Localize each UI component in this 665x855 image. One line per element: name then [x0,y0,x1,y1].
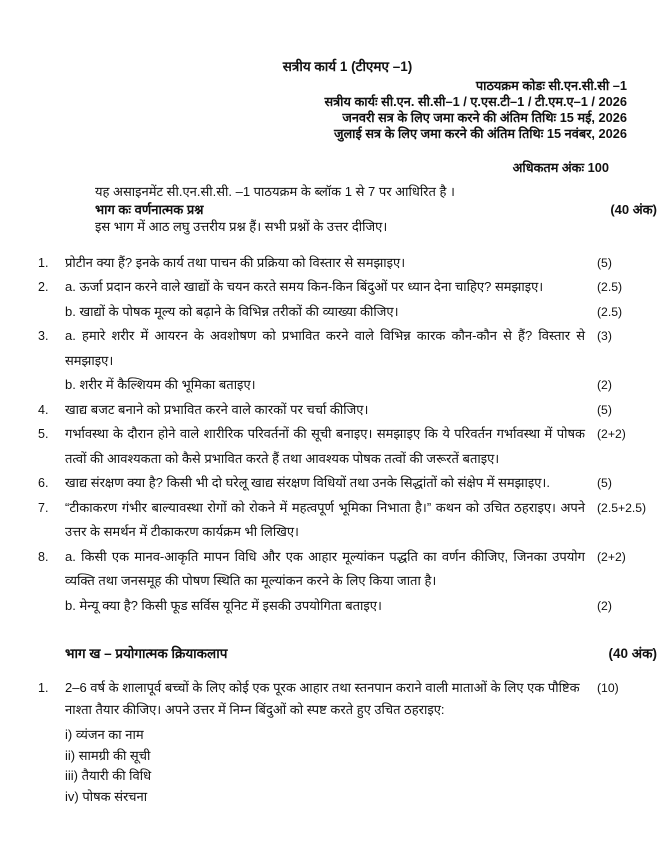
question-text: b. शरीर में कैल्शियम की भूमिका बताइए। [65,377,256,392]
question-part [65,471,657,496]
part-b-title: भाग ख – प्रयोगात्मक क्रियाकलाप [65,646,228,661]
question-text: गर्भावस्था के दौरान होने वाले शारीरिक परिवर्तनों की सूची बनाइए। समझाइए कि ये परिवर्तन गर्भावस्था में पोषक तत्वों की आवश्यकता को कैसे प्रभावित करते हैं तथा आवश्यक पोषक तत्वों की जरूरतें बताइए। [65,426,585,466]
question-number: 1. [38,681,49,695]
question-text: b. खाद्यों के पोषक मूल्य को बढ़ाने के विभिन्न तरीकों की व्याख्या कीजिए। [65,303,399,319]
question-part [65,251,657,276]
list-item: ii) सामग्री की सूची [65,747,151,763]
doc-header [38,58,657,176]
question-part [65,677,657,721]
question-number: 7. [38,500,49,515]
part-b-heading-row [65,644,657,662]
assignment-title: सत्रीय कार्य 1 (टीएमए –1) [282,59,413,74]
question-part [65,496,657,545]
question-part [65,545,657,594]
question-5 [38,422,657,471]
question-text: 2–6 वर्ष के शालापूर्व बच्चों के लिए कोई एक पूरक आहार तथा स्तनपान कराने वाली माताओं के लिए एक पौष्टिक नाश्ता तैयार कीजिए। अपने उत्तर में निम्न बिंदुओं को स्पष्ट करते हुए उचित ठहराइए: [65,680,580,717]
january-deadline-line: जनवरी सत्र के लिए जमा करने की अंतिम तिथिः 15 मई, 2026 [342,110,627,125]
question-marks: (2.5) [597,280,623,294]
part-b-question-1 [38,677,657,807]
header-right-block [38,78,627,142]
question-text: a. हमारे शरीर में आयरन के अवशोषण को प्रभावित करने वाले विभिन्न कारक कौन-कौन से हैं? विस्तार से समझाइए। [65,328,585,368]
question-marks: (3) [597,329,612,343]
question-7 [38,496,657,545]
question-marks: (5) [597,476,612,490]
question-marks: (2) [597,378,612,392]
intro-block [95,183,657,236]
question-marks: (2.5) [597,304,623,319]
max-marks: अधिकतम अंकः 100 [512,160,609,175]
question-part [65,373,657,398]
question-text: “टीकाकरण गंभीर बाल्यावस्था रोगों को रोकने में महत्वपूर्ण भूमिका निभाता है।” कथन को उचित ठहराइए। अपने उत्तर के समर्थन में टीकाकरण कार्यक्रम भी लिखिए। [65,499,585,539]
question-part [65,300,657,325]
question-number: 6. [38,476,49,490]
question-text: b. मेन्यू क्या है? किसी फूड सर्विस यूनिट में इसकी उपयोगिता बताइए। [65,597,382,613]
answer-points-list [65,725,657,807]
based-on-line: यह असाइनमेंट सी.एन.सी.सी. –1 पाठयक्रम के ब्लॉक 1 से 7 पर आधिरित है । [95,184,455,199]
part-b-marks: (40 अंक) [608,646,657,661]
question-marks: (2) [597,598,612,613]
question-part [65,398,657,423]
question-number: 3. [38,329,49,343]
question-text: खाद्य बजट बनाने को प्रभावित करने वाले कारकों पर चर्चा कीजिए। [65,401,369,417]
list-item: iii) तैयारी की विधि [65,768,152,783]
part-a-heading-row [95,201,657,219]
question-number: 4. [38,402,49,417]
question-part [65,422,657,471]
question-text: a. किसी एक मानव-आकृति मापन विधि और एक आहार मूल्यांकन पद्धति का वर्णन कीजिए, जिनका उपयोग व्यक्ति तथा जनसमूह की पोषण स्थिति का मूल्यांकन करने के लिए किया जाता है। [65,548,585,588]
question-part [65,275,657,300]
question-marks: (2+2) [597,427,626,441]
part-a-title: भाग कः वर्णनात्मक प्रश्न [95,201,204,217]
question-part [65,594,657,619]
question-6 [38,471,657,496]
question-text: खाद्य संरक्षण क्या है? किसी भी दो घरेलू खाद्य संरक्षण विधियों तथा उनके सिद्धांतों को संक्षेप में समझाइए।. [65,475,550,490]
question-8 [38,545,657,619]
question-marks: (2.5+2.5) [597,500,647,515]
question-part [65,324,657,373]
question-marks: (5) [597,255,612,270]
question-number: 1. [38,255,49,270]
question-marks: (2+2) [597,549,626,564]
part-a-marks: (40 अंक) [610,201,657,217]
list-item: i) व्यंजन का नाम [65,727,144,742]
question-number: 8. [38,549,49,564]
part-b-questions [38,677,657,807]
assignment-code-line: सत्रीय कार्यः सी.एन. सी.सी–1 / ए.एस.टी–1 / टी.एम.ए–1 / 2026 [324,94,627,109]
question-text: प्रोटीन क्या हैं? इनके कार्य तथा पाचन की प्रक्रिया को विस्तार से समझाइए। [65,254,406,270]
question-1 [38,251,657,276]
question-marks: (10) [597,681,619,695]
course-code-line: पाठयक्रम कोडः सी.एन.सी.सी –1 [475,78,627,93]
question-2 [38,275,657,324]
question-text: a. ऊर्जा प्रदान करने वाले खाद्यों के चयन करते समय किन-किन बिंदुओं पर ध्यान देना चाहिए? समझाइए। [65,279,544,294]
question-marks: (5) [597,402,612,417]
question-3 [38,324,657,398]
july-deadline-line: जुलाई सत्र के लिए जमा करने की अंतिम तिथिः 15 नवंबर, 2026 [334,126,627,141]
part-a-questions [38,251,657,619]
list-item: iv) पोषक संरचना [65,788,148,804]
question-4 [38,398,657,423]
part-a-instruction: इस भाग में आठ लघु उत्तरीय प्रश्न हैं। सभी प्रश्नों के उत्तर दीजिए। [95,219,388,234]
question-number: 5. [38,427,49,441]
question-number: 2. [38,280,49,294]
